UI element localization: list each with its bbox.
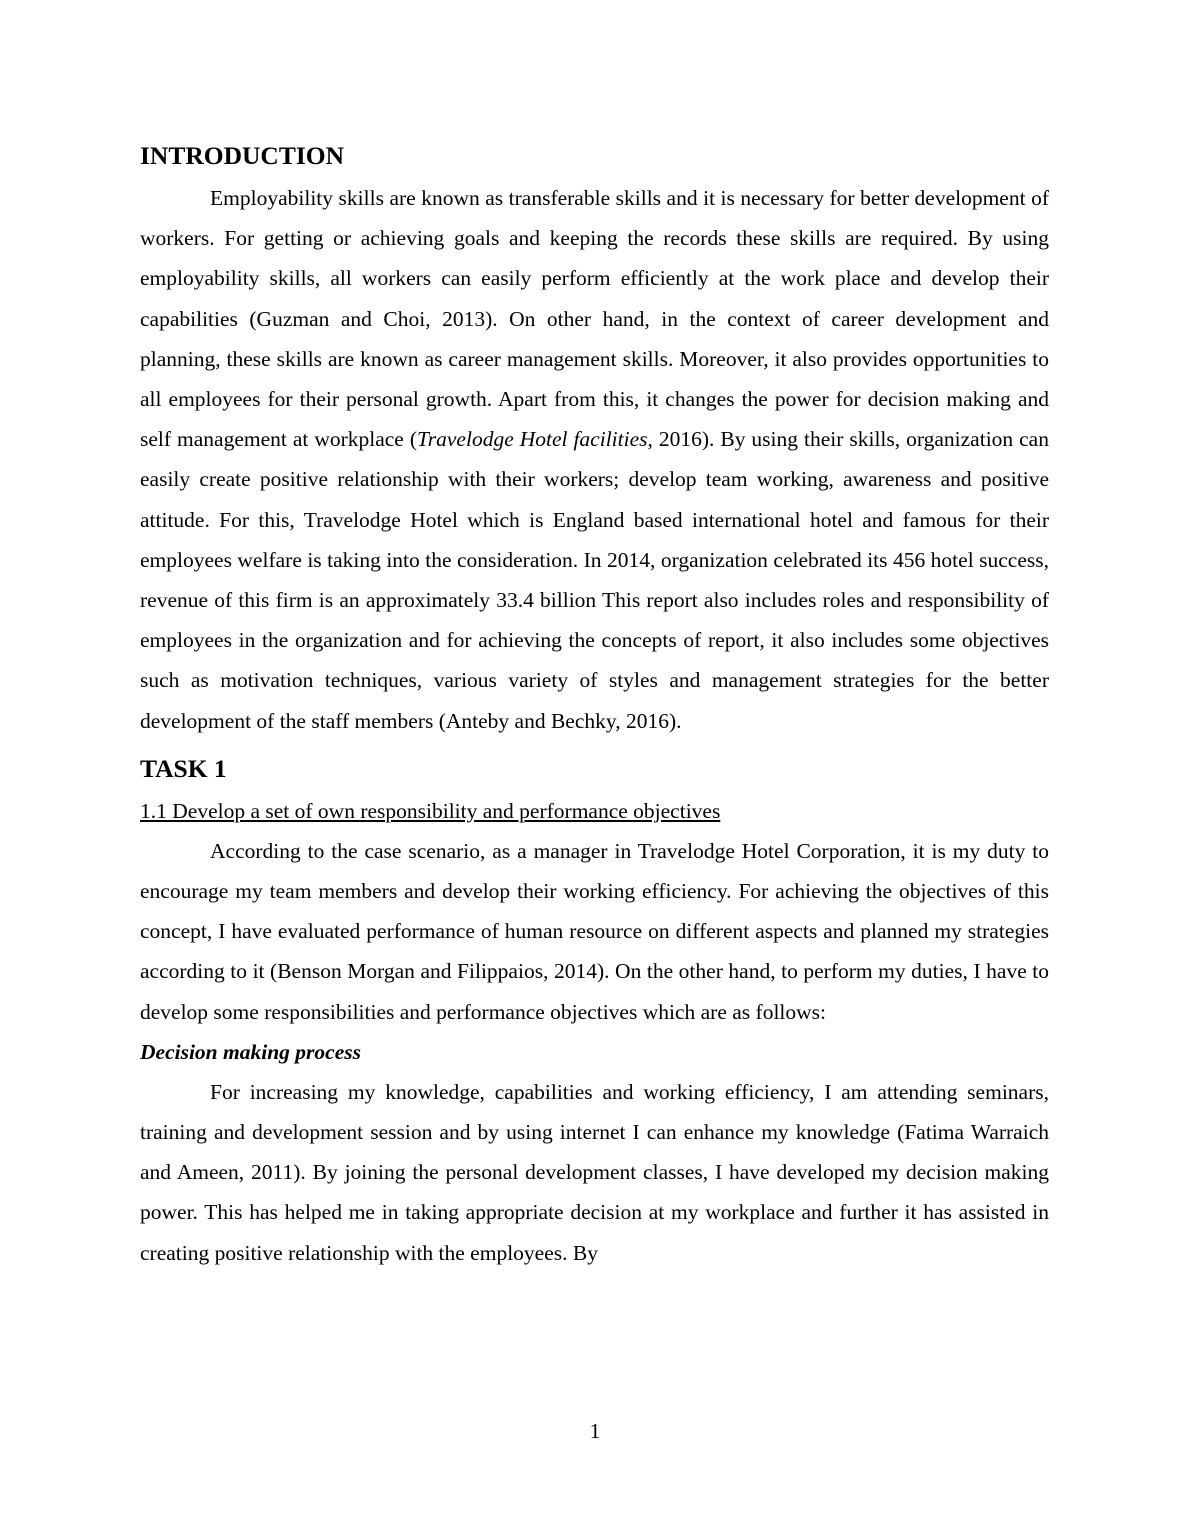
task1-paragraph: According to the case scenario, as a manager in Travelodge Hotel Corporation, it is my duty to encourage my team members and develop their working efficiency. For achieving the objectives of this concept, I have evaluated performance of human resource on different aspects and planned my strategies according to it (Benson Morgan and Filippaios, 2014). On the other hand, to perform my duties, I have to develop some responsibilities and performance objectives which are as follows:: [140, 838, 1049, 1024]
introduction-paragraph: [140, 178, 1049, 741]
intro-text-part-2: , 2016). By using their skills, organization can easily create positive relationship with their workers; develop team working, awareness and positive attitude. For this, Travelodge Hotel which is England based international hotel and famous for their employees welfare is taking into the consideration. In 2014, organization celebrated its 456 hotel success, revenue of this firm is an approximately 33.4 billion This report also includes roles and responsibility of employees in the organization and for achieving the concepts of report, it also includes some objectives such as motivation techniques, various variety of styles and management strategies for the better development of the staff members (Anteby and Bechky, 2016).: [140, 427, 1049, 733]
introduction-heading: INTRODUCTION: [140, 141, 345, 170]
document-page: [140, 138, 1049, 1273]
intro-italic-citation: Travelodge Hotel facilities: [417, 427, 648, 452]
page-number: 1: [589, 1419, 601, 1443]
decision-making-paragraph: For increasing my knowledge, capabilities and working efficiency, I am attending seminars, training and development session and by using internet I can enhance my knowledge (Fatima Warraich and Ameen, 2011). By joining the personal development classes, I have developed my decision making power. This has helped me in taking appropriate decision at my workplace and further it has assisted in creating positive relationship with the employees. By: [140, 1079, 1049, 1265]
intro-text-part-1: Employability skills are known as transferable skills and it is necessary for better development of workers. For getting or achieving goals and keeping the records these skills are required. By using employability skills, all workers can easily perform efficiently at the work place and develop their capabilities (Guzman and Choi, 2013). On other hand, in the context of career development and planning, these skills are known as career management skills. Moreover, it also provides opportunities to all employees for their personal growth. Apart from this, it changes the power for decision making and self management at workplace (: [140, 186, 1049, 452]
task1-heading: TASK 1: [140, 753, 227, 783]
decision-making-heading: Decision making process: [140, 1039, 361, 1064]
section-1-1-heading: 1.1 Develop a set of own responsibility and performance objectives: [140, 798, 721, 823]
